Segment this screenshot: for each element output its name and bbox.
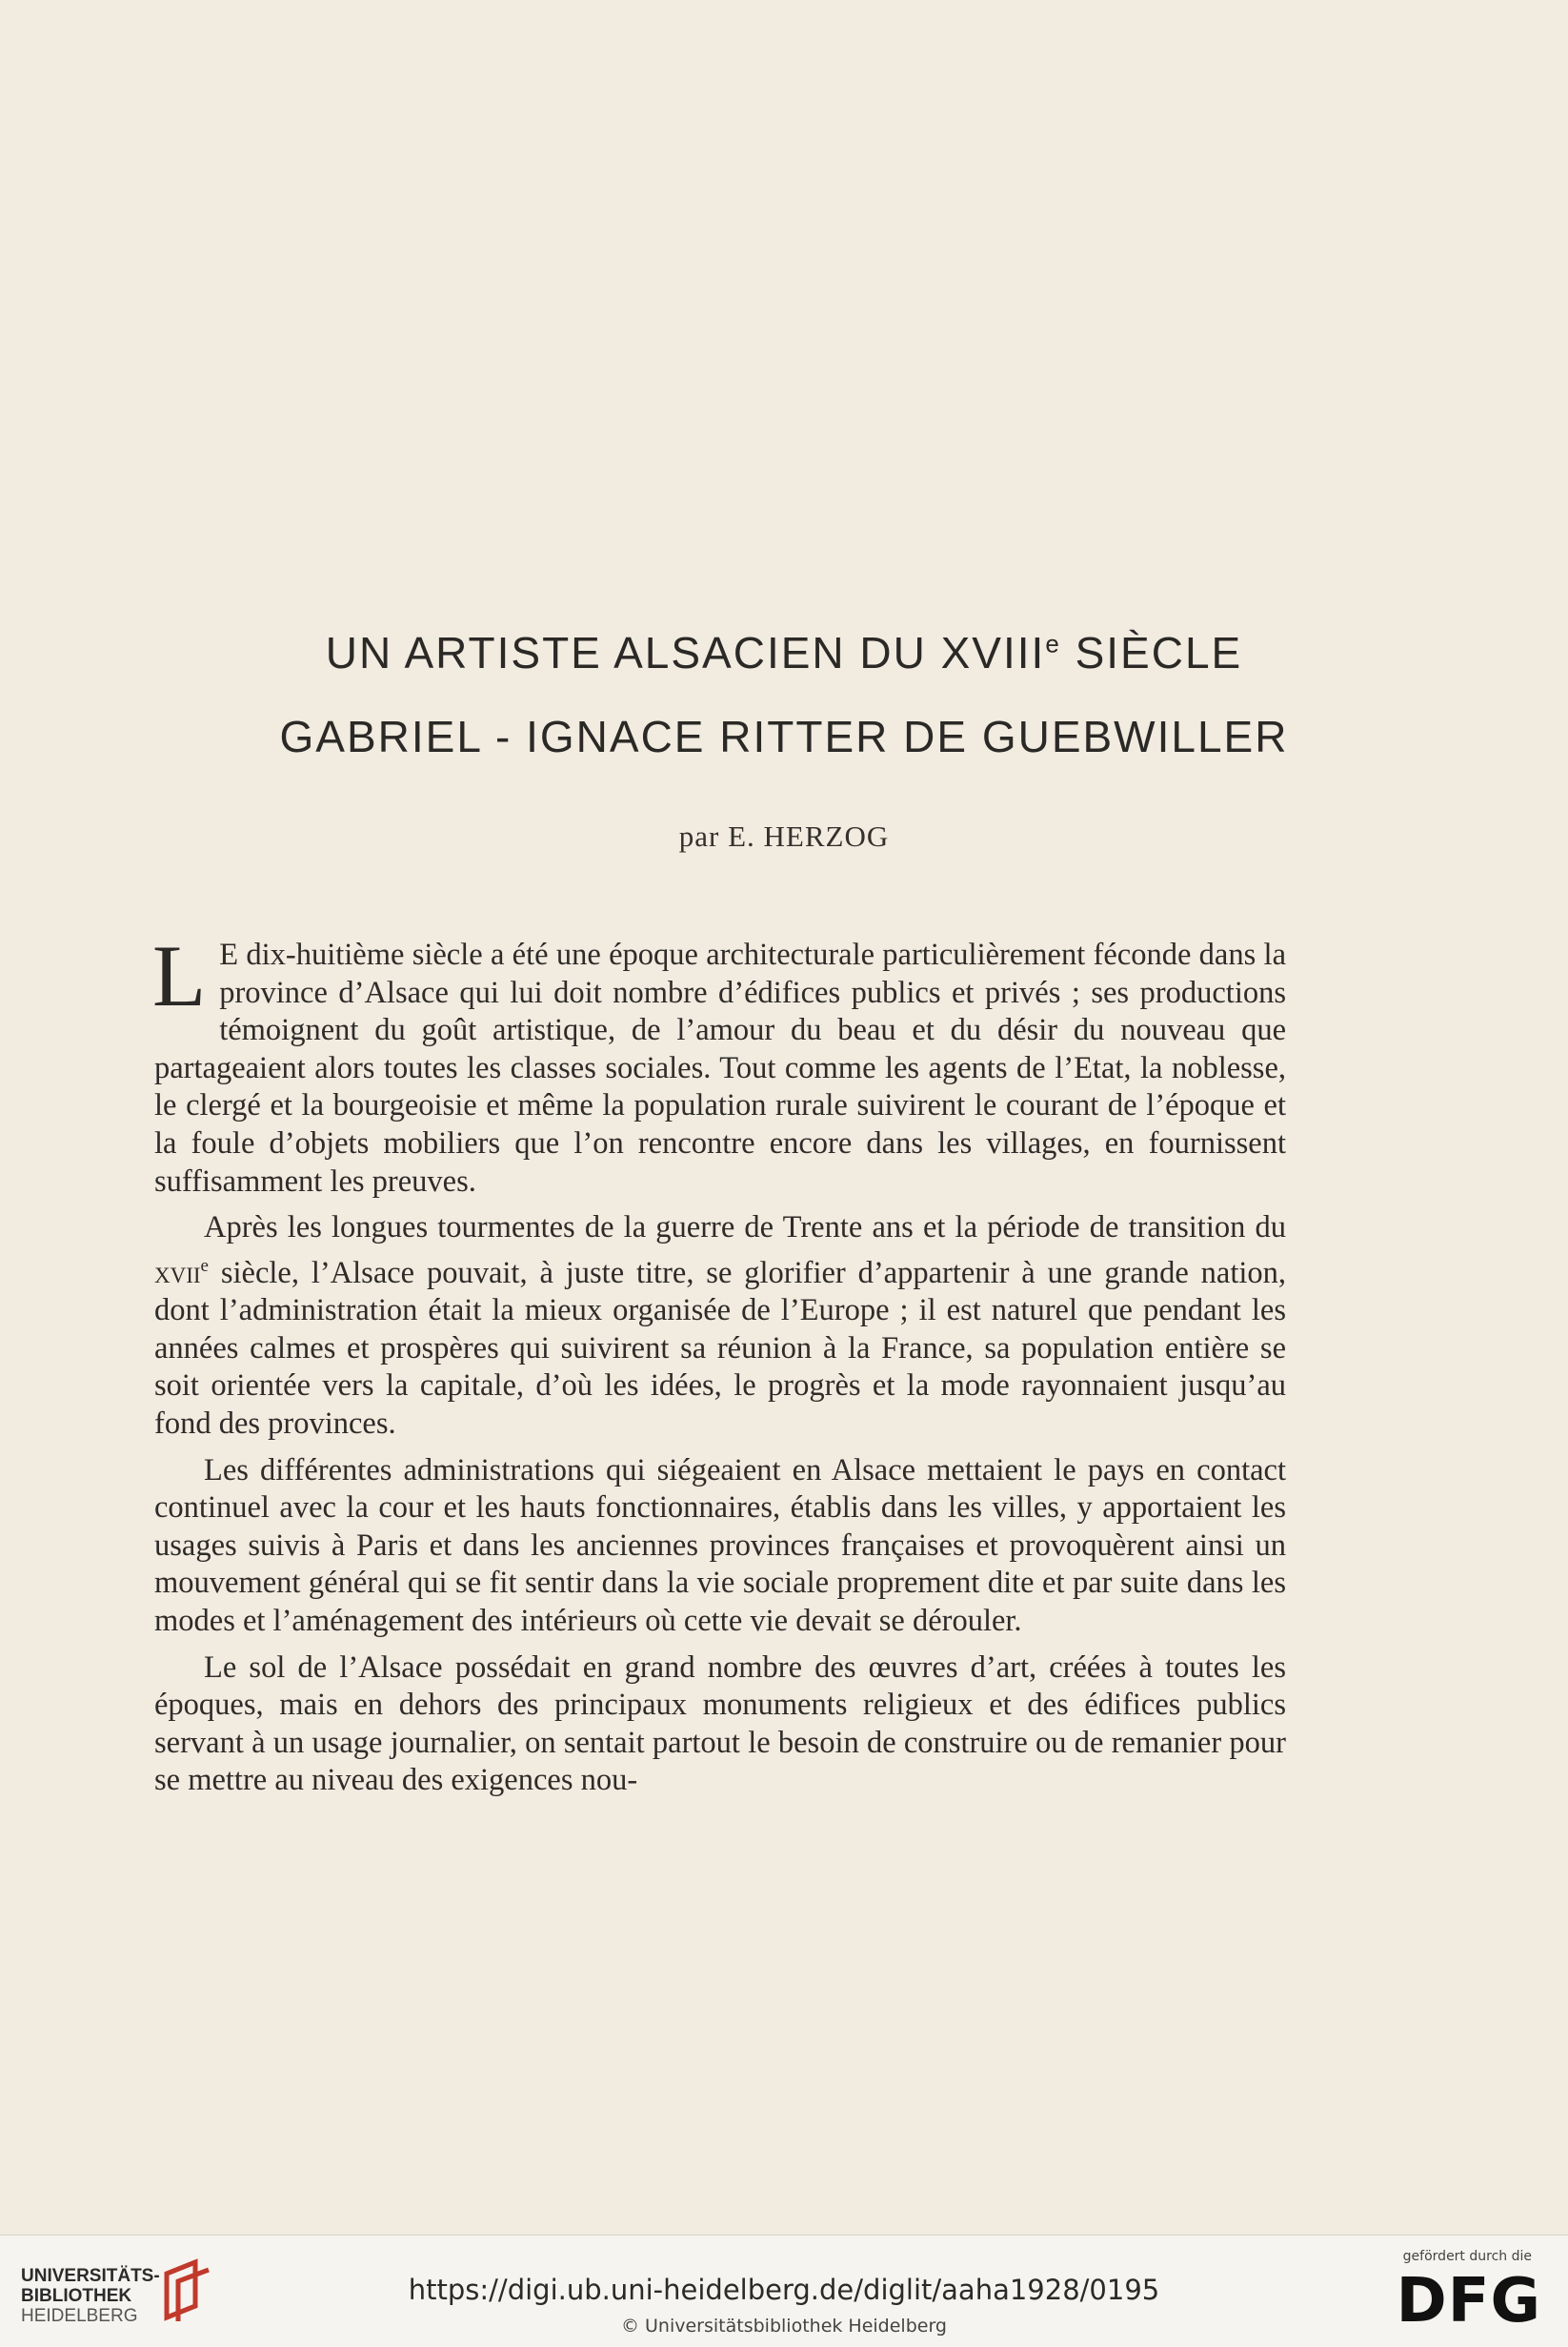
drop-cap: L [152,927,207,1024]
dfg-logo[interactable]: DFG [1396,2266,1541,2337]
copyright-notice: © Universitätsbibliothek Heidelberg [620,2316,947,2337]
paragraph-2: Après les longues tourmentes de la guerre de Trente ans et la période de transition du xvii$^e$ siècle, l’Alsace pouvait, à juste titre, se glorifier d’appartenir à une grande nation, dont l’administration était la mieux organisée de l’Europe ; il est naturel que pendant les années calmes et prospères qui suivirent sa réunion à la France, sa population entière se soit orientée vers la capitale, d’où les idées, le progrès et la mode rayonnaient jusqu’au fond des provinces. [154,1210,1286,1441]
library-logo[interactable]: UNIVERSITÄTS- BIBLIOTHEK HEIDELBERG [21,2266,160,2326]
article-title-line-2: GABRIEL - IGNACE RITTER DE GUEBWILLER [279,712,1289,761]
paragraph-1: L E dix-huitième siècle a été une époque architecturale particulièrement féconde dans la province d’Alsace qui lui doit nombre d’édifices publics et privés ; ses productions témoignent du goût artistique, de l’amour du beau et du désir du nouveau que partageaient alors toutes les classes sociales. Tout comme les agents de l’Etat, la noblesse, le clergé et la bourgeoisie et même la population rurale suivirent le courant de l’époque et la foule d’objets mobiliers que l’on rencontre encore dans les villages, en fournissent suffisamment les preuves. [152,927,1286,1199]
permalink-url[interactable]: https://digi.ub.uni-heidelberg.de/diglit/aaha1928/0195 [408,2274,1160,2306]
viewer-footer [0,2235,1568,2347]
paragraph-3: Les différentes administrations qui siégeaient en Alsace mettaient le pays en contact continuel avec la cour et les hauts fonctionnaires, établis dans les villes, y apportaient les usages suivis à Paris et dans les anciennes provinces françaises et provoquèrent ainsi un mouvement général qui se fit sentir dans la vie sociale proprement dite et par suite dans les modes et l’aménagement des intérieurs où cette vie devait se dérouler. [154,1452,1286,1638]
funding-note: gefördert durch die [1402,2249,1532,2264]
author-byline: par E. HERZOG [678,819,890,853]
article-title-line-1: UN ARTISTE ALSACIEN DU XVIIIe SIÈCLE [325,628,1243,678]
article-body [152,927,1286,1809]
paragraph-4: Le sol de l’Alsace possédait en grand nombre des œuvres d’art, créées à toutes les époques, mais en dehors des principaux monuments religieux et des édifices publics servant à un usage journalier, on sentait partout le besoin de construire ou de remanier pour se mettre au niveau des exigences nou- [154,1649,1286,1798]
